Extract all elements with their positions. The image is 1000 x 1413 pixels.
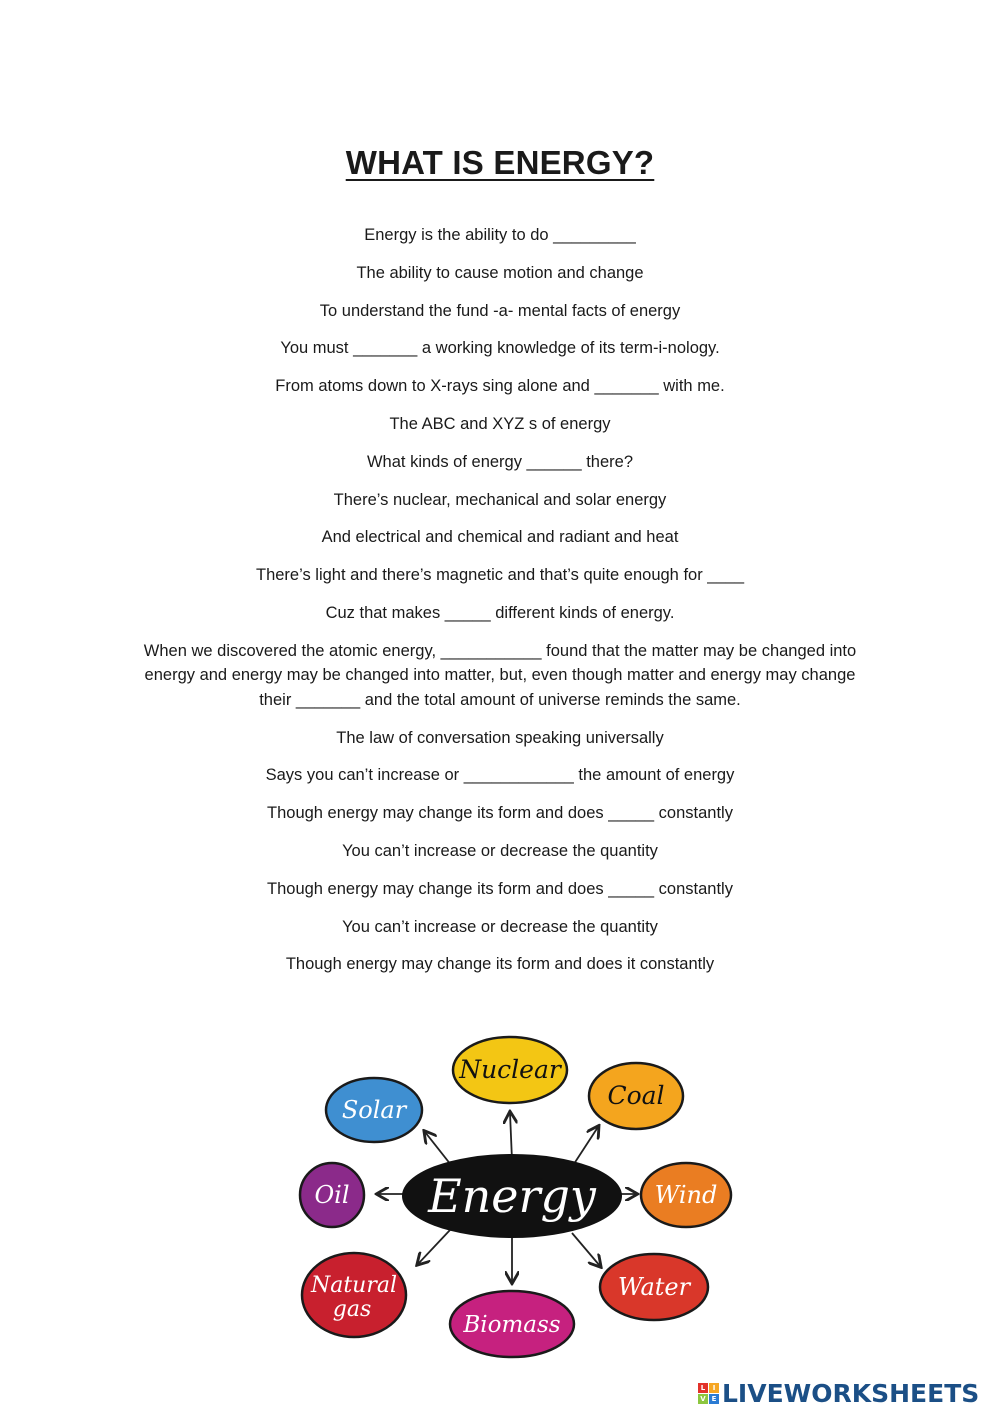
lyric-line: The ABC and XYZ s of energy <box>389 414 611 433</box>
lyric-line: You must _______ a working knowledge of its term-i-nology. <box>280 339 720 358</box>
lyric-line: Though energy may change its form and does it constantly <box>285 955 715 974</box>
lyric-line: The law of conversation speaking universally <box>336 728 664 747</box>
coal-label: Coal <box>607 1081 665 1110</box>
lyric-paragraph: When we discovered the atomic energy, ___________ found that the matter may be changed into energy and energy may be changed into matter, but, even though matter and energy may change their _______ and the total amount of universe reminds the same. <box>143 641 857 709</box>
lyric-line: Energy is the ability to do _________ <box>364 226 636 244</box>
page-title: WHAT IS ENERGY? <box>345 144 655 182</box>
liveworksheets-logo-icon <box>698 1383 719 1404</box>
lyric-line: Though energy may change its form and does _____ constantly <box>267 804 733 823</box>
lyric-line: You can’t increase or decrease the quantity <box>342 841 658 860</box>
logo-letter-e: E <box>709 1394 719 1404</box>
liveworksheets-brand <box>698 1378 979 1408</box>
lyric-line: And electrical and chemical and radiant and heat <box>321 528 679 547</box>
lyrics-text <box>140 223 860 990</box>
arrow-to-natural-gas <box>418 1230 450 1264</box>
lyric-line: What kinds of energy ______ there? <box>366 452 633 471</box>
natural-gas-label-line2: gas <box>332 1297 372 1322</box>
lyric-line: The ability to cause motion and change <box>356 263 644 282</box>
water-label: Water <box>617 1273 691 1301</box>
arrow-to-water <box>572 1233 600 1266</box>
lyric-line: From atoms down to X-rays sing alone and _______ with me. <box>275 377 725 396</box>
lyric-line: Says you can’t increase or ____________ the amount of energy <box>265 766 735 785</box>
lyric-line: You can’t increase or decrease the quantity <box>342 917 658 936</box>
wind-label: Wind <box>654 1181 718 1209</box>
lyric-line: There’s nuclear, mechanical and solar energy <box>333 490 667 509</box>
energy-mindmap <box>290 1030 750 1370</box>
brand-name: LIVEWORKSHEETS <box>722 1378 980 1408</box>
lyric-line: To understand the fund -a- mental facts of energy <box>319 301 681 320</box>
logo-letter-i: I <box>709 1383 719 1393</box>
lyric-line: Cuz that makes _____ different kinds of energy. <box>325 603 675 622</box>
oil-label: Oil <box>314 1181 350 1209</box>
biomass-label: Biomass <box>463 1312 561 1338</box>
nuclear-label: Nuclear <box>459 1055 561 1084</box>
lyric-line: Though energy may change its form and does _____ constantly <box>267 879 733 898</box>
lyric-line: There’s light and there’s magnetic and that’s quite enough for ____ <box>255 566 744 585</box>
logo-letter-l: L <box>698 1383 708 1393</box>
natural-gas-label-line1: Natural <box>310 1273 398 1298</box>
solar-label: Solar <box>341 1096 407 1124</box>
energy-center-label: Energy <box>428 1169 596 1223</box>
logo-letter-v: V <box>698 1394 708 1404</box>
arrow-to-nuclear <box>510 1113 512 1160</box>
